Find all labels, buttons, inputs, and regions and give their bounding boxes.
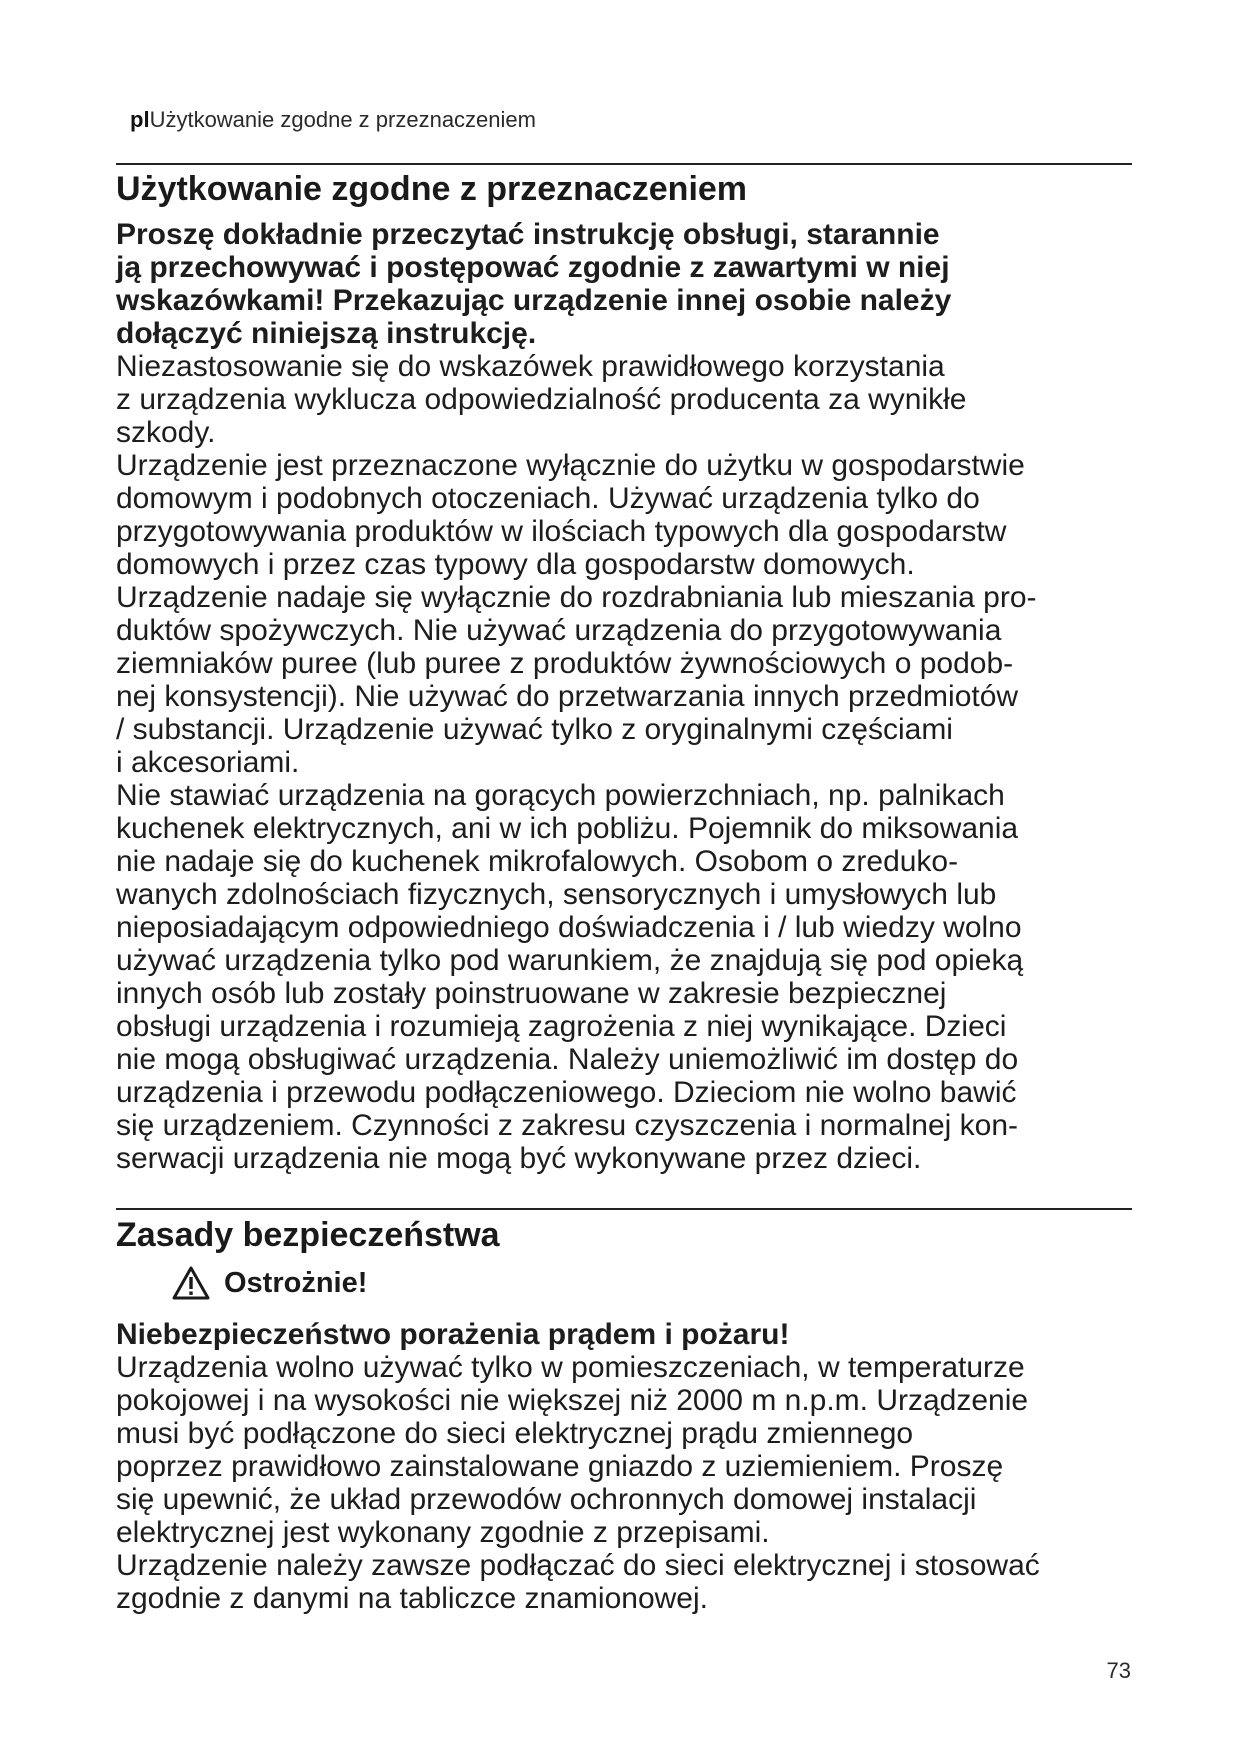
running-header	[130, 107, 536, 133]
text-line: obsługi urządzenia i rozumieją zagrożenia z niej wynikające. Dzieci	[116, 1010, 1007, 1043]
text-line: urządzenia i przewodu podłączeniowego. Dzieciom nie wolno bawić	[116, 1076, 1017, 1109]
caution-notice	[172, 1263, 367, 1303]
caution-label: Ostrożnie!	[224, 1266, 368, 1299]
section-divider	[116, 1208, 1132, 1210]
text-line: domowym i podobnych otoczeniach. Używać urządzenia tylko do	[116, 482, 980, 515]
text-line: domowych i przez czas typowy dla gospodarstw domowych.	[116, 548, 915, 581]
page-number: 73	[1106, 1658, 1131, 1683]
text-line: nieposiadającym odpowiedniego doświadczenia i / lub wiedzy wolno	[116, 911, 1022, 944]
text-line: z urządzenia wyklucza odpowiedzialność producenta za wynikłe	[116, 383, 967, 416]
bold-text-line: Proszę dokładnie przeczytać instrukcję obsługi, starannie	[116, 218, 940, 251]
text-line: Nie stawiać urządzenia na gorących powierzchniach, np. palnikach	[116, 779, 1005, 812]
bold-text-line: ją przechowywać i postępować zgodnie z zawartymi w niej	[116, 251, 950, 284]
text-line: zgodnie z danymi na tabliczce znamionowej.	[116, 1582, 708, 1615]
warning-triangle-icon	[172, 1266, 210, 1300]
text-line: wanych zdolnościach fizycznych, sensorycznych i umysłowych lub	[116, 878, 997, 911]
section-divider	[116, 163, 1132, 165]
text-line: duktów spożywczych. Nie używać urządzenia do przygotowywania	[116, 614, 1002, 647]
text-line: poprzez prawidłowo zainstalowane gniazdo z uziemieniem. Proszę	[116, 1450, 1004, 1483]
text-line: nie mogą obsługiwać urządzenia. Należy uniemożliwić im dostęp do	[116, 1043, 1019, 1076]
text-line: Urządzenie nadaje się wyłącznie do rozdrabniania lub mieszania pro-	[116, 581, 1037, 614]
text-line: nie nadaje się do kuchenek mikrofalowych. Osobom o zreduko-	[116, 845, 959, 878]
text-line: się upewnić, że układ przewodów ochronnych domowej instalacji	[116, 1483, 977, 1516]
text-line: ziemniaków puree (lub puree z produktów żywnościowych o podob-	[116, 647, 1014, 680]
text-line: serwacji urządzenia nie mogą być wykonywane przez dzieci.	[116, 1142, 922, 1175]
text-line: elektrycznej jest wykonany zgodnie z przepisami.	[116, 1516, 770, 1549]
text-line: kuchenek elektrycznych, ani w ich pobliżu. Pojemnik do miksowania	[116, 812, 1019, 845]
bold-text-line: dołączyć niniejszą instrukcję.	[116, 317, 537, 350]
text-line: i akcesoriami.	[116, 746, 300, 779]
running-header-title: Użytkowanie zgodne z przeznaczeniem	[149, 107, 536, 132]
text-line: się urządzeniem. Czynności z zakresu czyszczenia i normalnej kon-	[116, 1109, 1019, 1142]
text-line: / substancji. Urządzenie używać tylko z oryginalnymi częściami	[116, 713, 953, 746]
text-line: używać urządzenia tylko pod warunkiem, że znajdują się pod opieką	[116, 944, 1024, 977]
text-line: Urządzenie jest przeznaczone wyłącznie do użytku w gospodarstwie	[116, 449, 1025, 482]
text-line: innych osób lub zostały poinstruowane w zakresie bezpiecznej	[116, 977, 947, 1010]
safety-body	[116, 1318, 1132, 1615]
text-line: przygotowywania produktów w ilościach typowych dla gospodarstw	[116, 515, 1007, 548]
text-line: musi być podłączone do sieci elektrycznej prądu zmiennego	[116, 1417, 914, 1450]
text-line: pokojowej i na wysokości nie większej niż 2000 m n.p.m. Urządzenie	[116, 1384, 1029, 1417]
text-line: Urządzenie należy zawsze podłączać do sieci elektrycznej i stosować	[116, 1549, 1040, 1582]
intended-use-body	[116, 218, 1132, 1175]
text-line: Niezastosowanie się do wskazówek prawidłowego korzystania	[116, 350, 945, 383]
text-line: nej konsystencji). Nie używać do przetwarzania innych przedmiotów	[116, 680, 1019, 713]
language-code: pl	[130, 107, 150, 132]
text-line: Urządzenia wolno używać tylko w pomieszczeniach, w temperaturze	[116, 1351, 1025, 1384]
text-line: szkody.	[116, 416, 216, 449]
bold-text-line: Niebezpieczeństwo porażenia prądem i pożaru!	[116, 1318, 790, 1351]
section-title-safety: Zasady bezpieczeństwa	[116, 1216, 500, 1254]
bold-text-line: wskazówkami! Przekazując urządzenie innej osobie należy	[116, 284, 952, 317]
section-title-intended-use: Użytkowanie zgodne z przeznaczeniem	[116, 170, 748, 208]
